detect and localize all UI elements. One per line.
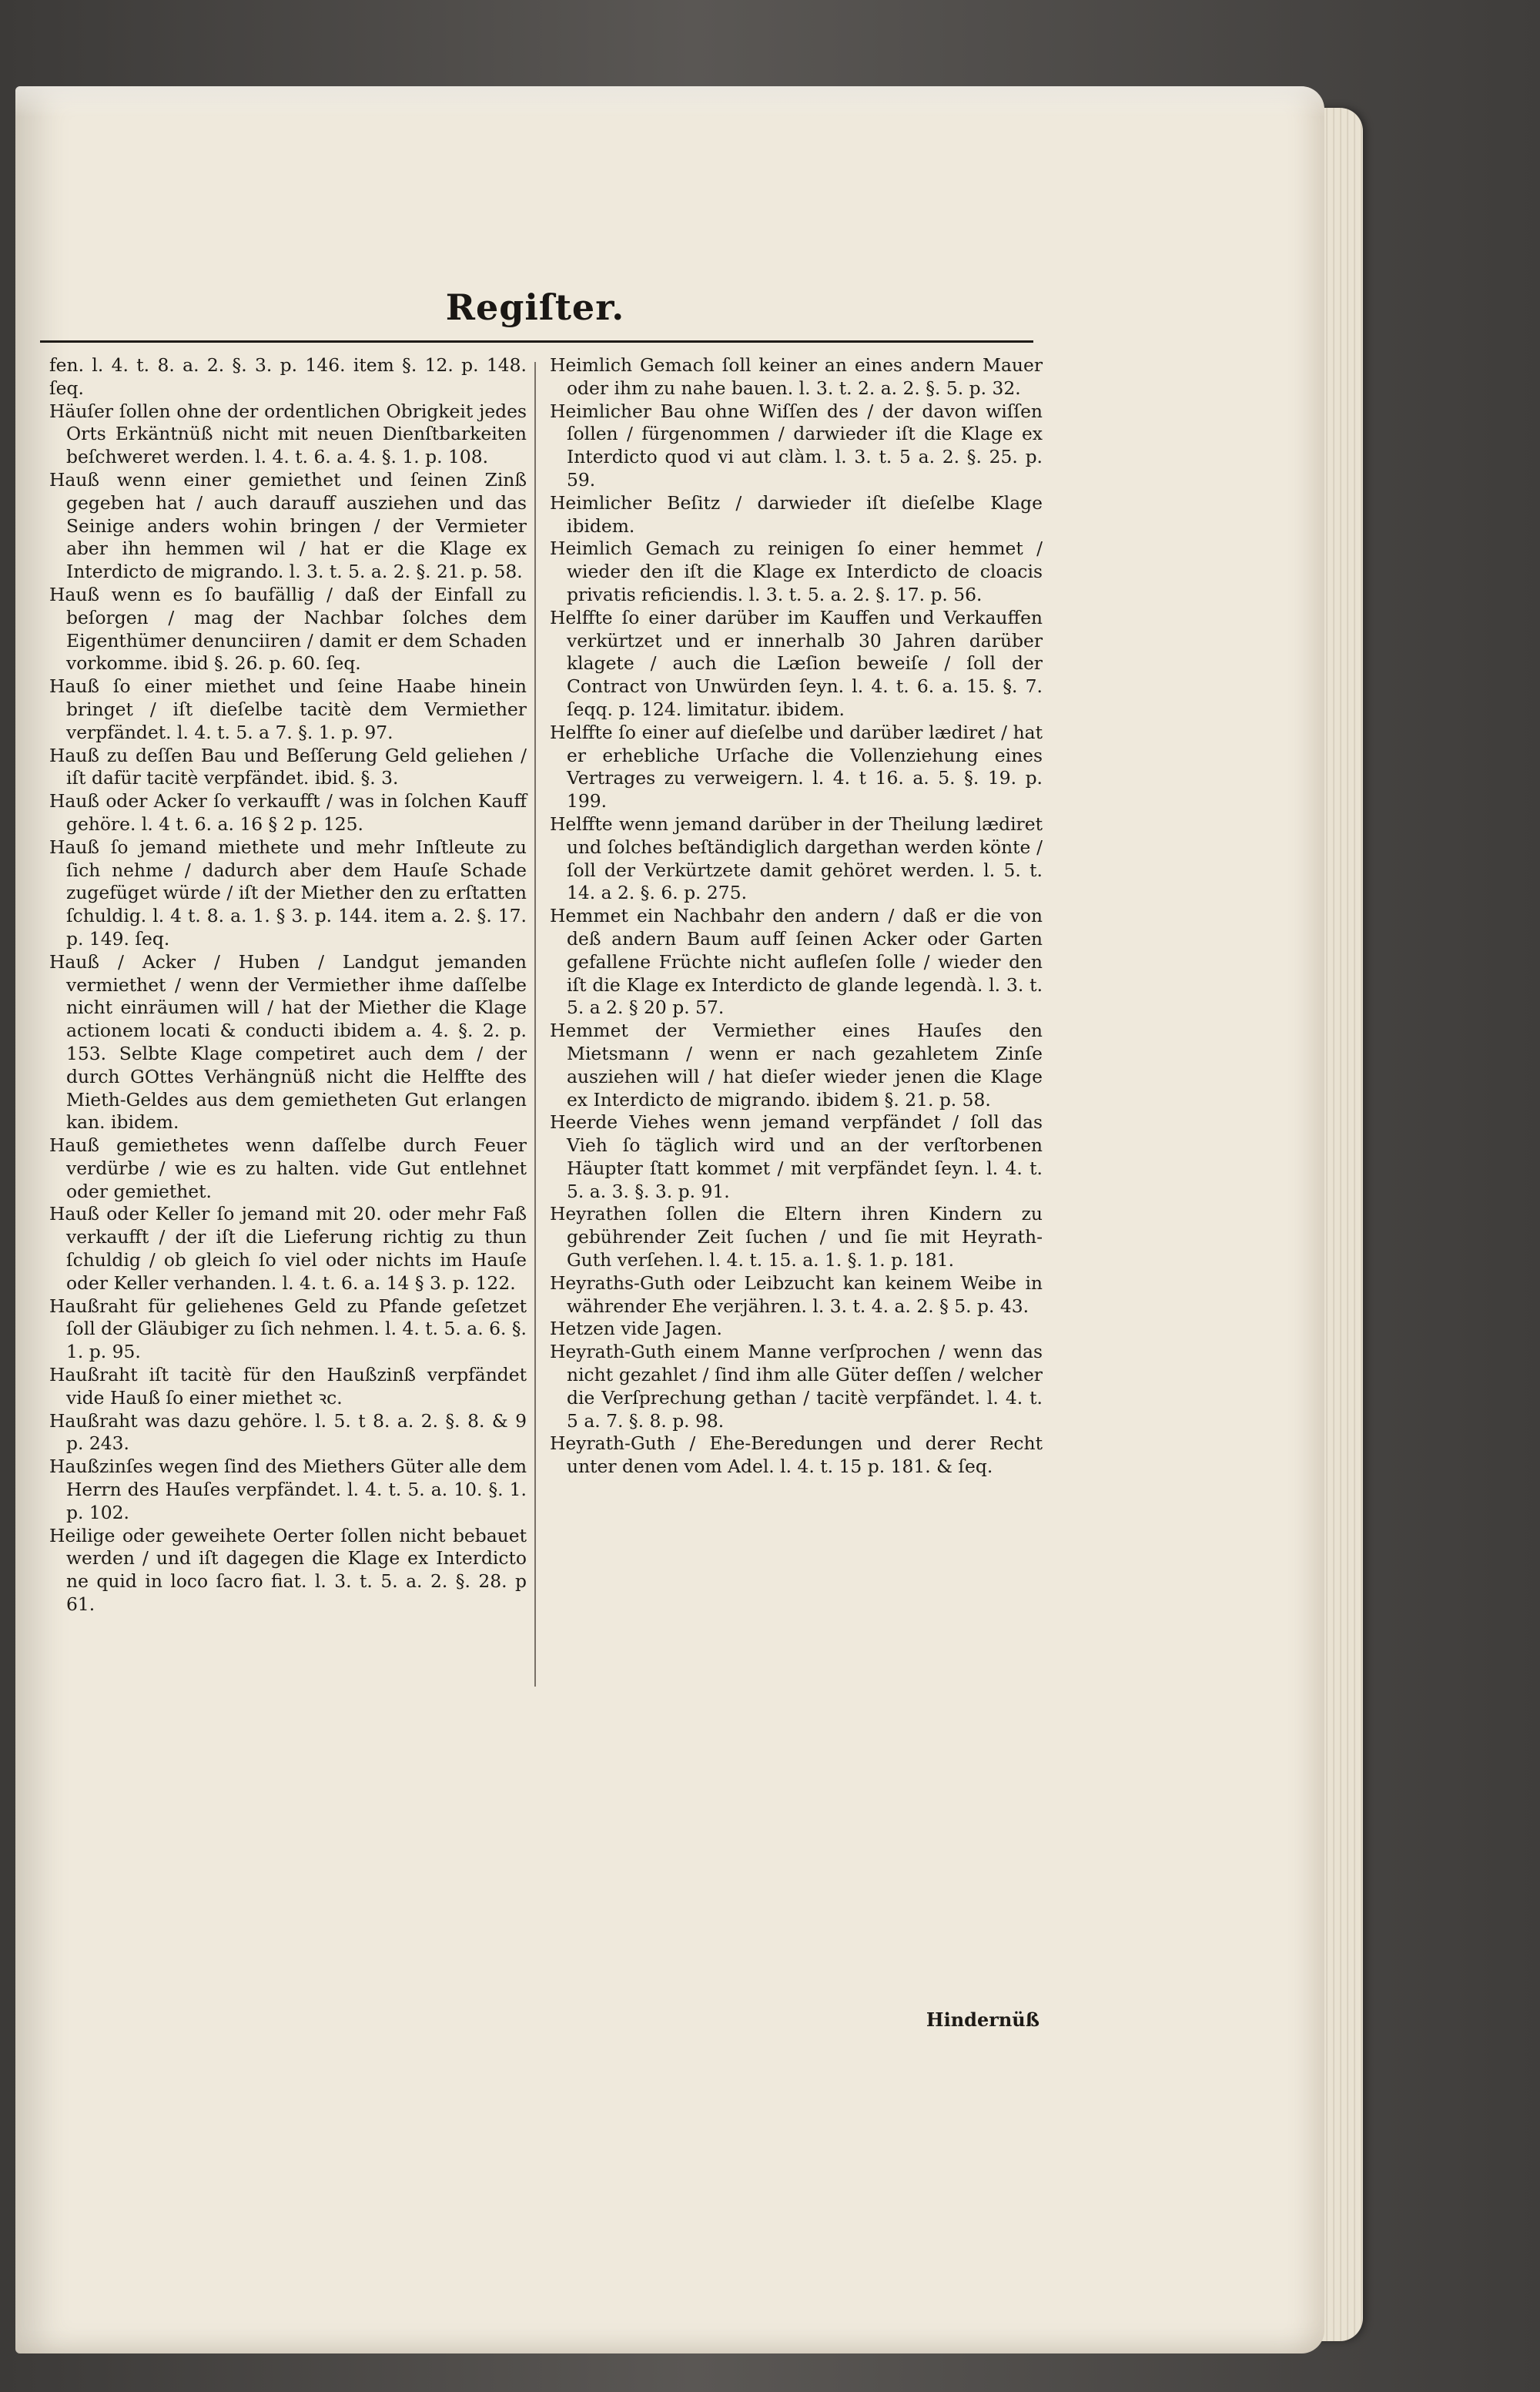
column-divider xyxy=(534,362,536,1687)
catchword: Hindernüß xyxy=(926,2008,1040,2031)
left-column xyxy=(49,354,527,1616)
header-rule xyxy=(40,340,1033,343)
index-entry: Helffte wenn jemand darüber in der Theilung lædiret und ſolches beſtändiglich dargethan werden könte / ſoll der Verkürtzete damit gehöret werden. l. 5. t. 14. a 2. §. 6. p. 275. xyxy=(550,812,1043,904)
index-entry: Heyrath-Guth / Ehe-Beredungen und derer Recht unter denen vom Adel. l. 4. t. 15 p. 181. & ſeq. xyxy=(550,1432,1043,1478)
index-entry: Hetzen vide Jagen. xyxy=(550,1318,722,1340)
index-entry: Häuſer ſollen ohne der ordentlichen Obrigkeit jedes Orts Erkäntnüß nicht mit neuen Dienſtbarkeiten beſchweret werden. l. 4. t. 6. a. 4. §. 1. p. 108. xyxy=(49,400,527,468)
index-entry: Heyrath-Guth einem Manne verſprochen / wenn das nicht gezahlet / ſind ihm alle Güter deſſen / welcher die Verſprechung gethan / tacitè verpfändet. l. 4. t. 5 a. 7. §. 8. p. 98. xyxy=(550,1341,1043,1432)
index-entry: Hauß zu deſſen Bau und Beſſerung Geld geliehen / iſt dafür tacitè verpfändet. ibid. §. 3. xyxy=(49,744,527,789)
index-entry: Heimlicher Beſitz / darwieder iſt dieſelbe Klage ibidem. xyxy=(550,491,1043,537)
right-column xyxy=(550,354,1043,1479)
index-entry: Heilige oder geweihete Oerter ſollen nicht bebauet werden / und iſt dagegen die Klage ex Interdicto ne quid in loco ſacro fiat. l. 3. t. 5. a. 2. §. 28. p 61. xyxy=(49,1524,527,1616)
page-highlight xyxy=(15,86,1324,117)
index-entry: Heerde Viehes wenn jemand verpfändet / ſoll das Vieh ſo täglich wird und an der verſtorbenen Häupter ſtatt kommet / mit verpfändet ſeyn. l. 4. t. 5. a. 3. §. 3. p. 91. xyxy=(550,1111,1043,1202)
index-entry: Heimlicher Bau ohne Wiſſen des / der davon wiſſen ſollen / fürgenommen / darwieder iſt die Klage ex Interdicto quod vi aut clàm. l. 3. t. 5 a. 2. §. 25. p. 59. xyxy=(550,400,1043,491)
index-entry: Heyraths-Guth oder Leibzucht kan keinem Weibe in währender Ehe verjähren. l. 3. t. 4. a. 2. § 5. p. 43. xyxy=(550,1271,1043,1317)
index-entry: Helffte ſo einer darüber im Kauffen und Verkauffen verkürtzet und er innerhalb 30 Jahren darüber klagete / auch die Læſion beweiſe / ſoll der Contract von Unwürden ſeyn. l. 4. t. 6. a. 15. §. 7. ſeqq. p. 124. limitatur. ibidem. xyxy=(550,606,1043,720)
index-entry: Haußraht was dazu gehöre. l. 5. t 8. a. 2. §. 8. & 9 p. 243. xyxy=(49,1409,527,1455)
index-entry: Heimlich Gemach zu reinigen ſo einer hemmet / wieder den iſt die Klage ex Interdicto de cloacis privatis reficiendis. l. 3. t. 5. a. 2. §. 17. p. 56. xyxy=(550,538,1043,605)
index-entry: fen. l. 4. t. 8. a. 2. §. 3. p. 146. item §. 12. p. 148. ſeq. xyxy=(49,354,527,399)
index-entry: Hauß / Acker / Huben / Landgut jemanden vermiethet / wenn der Vermiether ihme daſſelbe nicht einräumen will / hat der Miether die Klage actionem locati & conducti ibidem a. 4. §. 2. p. 153. Selbte Klage competiret auch dem / der durch GOttes Verhängnüß nicht die Helffte des Mieth-Geldes aus dem gemietheten Gut erlangen kan. ibidem. xyxy=(49,950,527,1134)
index-entry: Haußraht iſt tacitè für den Haußzinß verpfändet vide Hauß ſo einer miethet ꝛc. xyxy=(49,1364,527,1409)
index-entry: Hauß oder Keller ſo jemand mit 20. oder mehr Faß verkaufft / der iſt die Lieferung richtig zu thun ſchuldig / ob gleich ſo viel oder nichts im Hauſe oder Keller verhanden. l. 4. t. 6. a. 14 § 3. p. 122. xyxy=(49,1203,527,1294)
index-entry: Hemmet ein Nachbahr den andern / daß er die von deß andern Baum auff ſeinen Acker oder Garten gefallene Früchte nicht aufleſen ſolle / wieder den iſt die Klage ex Interdicto de glande legendà. l. 3. t. 5. a 2. § 20 p. 57. xyxy=(550,905,1043,1019)
page-title: Regiſter. xyxy=(445,286,625,328)
index-entry: Helffte ſo einer auf dieſelbe und darüber lædiret / hat er erhebliche Urſache die Vollenziehung eines Vertrages zu verweigern. l. 4. t 16. a. 5. §. 19. p. 199. xyxy=(550,721,1043,812)
index-entry: Heimlich Gemach ſoll keiner an eines andern Mauer oder ihm zu nahe bauen. l. 3. t. 2. a. 2. §. 5. p. 32. xyxy=(550,354,1043,399)
index-entry: Heyrathen ſollen die Eltern ihren Kindern zu gebührender Zeit ſuchen / und ſie mit Heyrath-Guth verſehen. l. 4. t. 15. a. 1. §. 1. p. 181. xyxy=(550,1203,1043,1271)
index-entry: Hauß wenn es ſo baufällig / daß der Einfall zu beſorgen / mag der Nachbar ſolches dem Eigenthümer denunciiren / damit er dem Schaden vorkomme. ibid §. 26. p. 60. ſeq. xyxy=(49,583,527,675)
index-entry: Hauß gemiethetes wenn daſſelbe durch Feuer verdürbe / wie es zu halten. vide Gut entlehnet oder gemiethet. xyxy=(49,1134,527,1202)
index-entry: Haußraht für geliehenes Geld zu Pfande geſetzet ſoll der Gläubiger zu ſich nehmen. l. 4. t. 5. a. 6. §. 1. p. 95. xyxy=(49,1295,527,1363)
index-entry: Hauß wenn einer gemiethet und ſeinen Zinß gegeben hat / auch darauff ausziehen und das Seinige anders wohin bringen / der Vermieter aber ihn hemmen wil / hat er die Klage ex Interdicto de migrando. l. 3. t. 5. a. 2. §. 21. p. 58. xyxy=(49,468,527,583)
running-header xyxy=(46,286,1024,333)
index-entry: Hauß ſo einer miethet und ſeine Haabe hinein bringet / iſt dieſelbe tacitè dem Vermiether verpfändet. l. 4. t. 5. a 7. §. 1. p. 97. xyxy=(49,675,527,743)
index-entry: Hauß ſo jemand miethete und mehr Inſtleute zu ſich nehme / dadurch aber dem Hauſe Schade zugefüget würde / iſt der Miether den zu erſtatten ſchuldig. l. 4 t. 8. a. 1. § 3. p. 144. item a. 2. §. 17. p. 149. ſeq. xyxy=(49,836,527,950)
index-entry: Hemmet der Vermiether eines Hauſes den Mietsmann / wenn er nach gezahletem Zinſe ausziehen will / hat dieſer wieder jenen die Klage ex Interdicto de migrando. ibidem §. 21. p. 58. xyxy=(550,1020,1043,1111)
index-entry: Haußzinſes wegen ſind des Miethers Güter alle dem Herrn des Hauſes verpfändet. l. 4. t. 5. a. 10. §. 1. p. 102. xyxy=(49,1456,527,1523)
index-entry: Hauß oder Acker ſo verkaufft / was in ſolchen Kauff gehöre. l. 4 t. 6. a. 16 § 2 p. 125. xyxy=(49,790,527,835)
